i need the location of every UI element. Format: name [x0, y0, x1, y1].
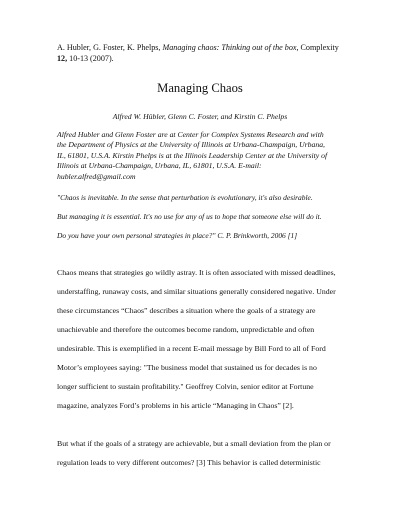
- body-line: understaffing, runaway costs, and similar situations generally considered negative. Under: [57, 287, 336, 296]
- body-line: unachievable and therefore the outcomes become random, unpredictable and often: [57, 325, 315, 334]
- epigraph-line: But managing it is essential. It's no use for any of us to hope that someone else will do it.: [57, 212, 322, 221]
- body-line: regulation leads to very different outcomes? [3] This behavior is called deterministic: [57, 458, 321, 467]
- author-list: Alfred W. Hübler, Glenn C. Foster, and Kirstin C. Phelps: [112, 112, 288, 121]
- body-line: But what if the goals of a strategy are achievable, but a small deviation from the plan or: [57, 439, 331, 448]
- body-line: undesirable. This is exemplified in a recent E-mail message by Bill Ford to all of Ford: [57, 344, 326, 353]
- affiliation-block: [57, 130, 347, 182]
- epigraph-line: Do you have your own personal strategies in place?" C. P. Brinkworth, 2006 [1]: [57, 231, 298, 240]
- affiliation-email: hubler.alfred@gmail.com: [57, 171, 136, 181]
- body-line: these circumstances “Chaos” describes a situation where the goals of a strategy are: [57, 306, 316, 315]
- body-line: Chaos means that strategies go wildly astray. It is often associated with missed deadlines,: [57, 268, 336, 277]
- affiliation-line: Alfred Hubler and Glenn Foster are at Center for Complex Systems Research and with: [57, 130, 324, 139]
- affiliation-line: IL, 61801, U.S.A. Kirstin Phelps is at the Illinois Leadership Center at the University of: [57, 150, 328, 160]
- citation-authors: A. Hubler, G. Foster, K. Phelps,: [57, 43, 161, 52]
- body-line: Motor’s employees saying: "The business model that sustained us for decades is no: [57, 363, 317, 372]
- citation-journal: Complexity: [300, 43, 339, 52]
- citation-volume: 12,: [57, 53, 68, 63]
- citation-pages-year: 10-13 (2007).: [69, 53, 114, 63]
- body-line: longer sufficient to sustain profitability." Geoffrey Colvin, senior editor at Fortune: [57, 382, 314, 391]
- affiliation-line: Illinois at Urbana-Champaign, Urbana, IL, 61801, U.S.A. E-mail:: [57, 161, 262, 171]
- epigraph-line: "Chaos is inevitable. In the sense that perturbation is evolutionary, it's also desirable.: [57, 193, 313, 202]
- citation-line: [57, 43, 349, 64]
- paper-title: Managing Chaos: [157, 81, 243, 95]
- affiliation-line: the Department of Physics at the University of Illinois at Urbana-Champaign, Urbana,: [57, 140, 325, 150]
- body-line: magazine, analyzes Ford’s problems in his article “Managing in Chaos” [2].: [57, 401, 294, 410]
- citation-article-title: Managing chaos: Thinking out of the box,: [162, 43, 299, 52]
